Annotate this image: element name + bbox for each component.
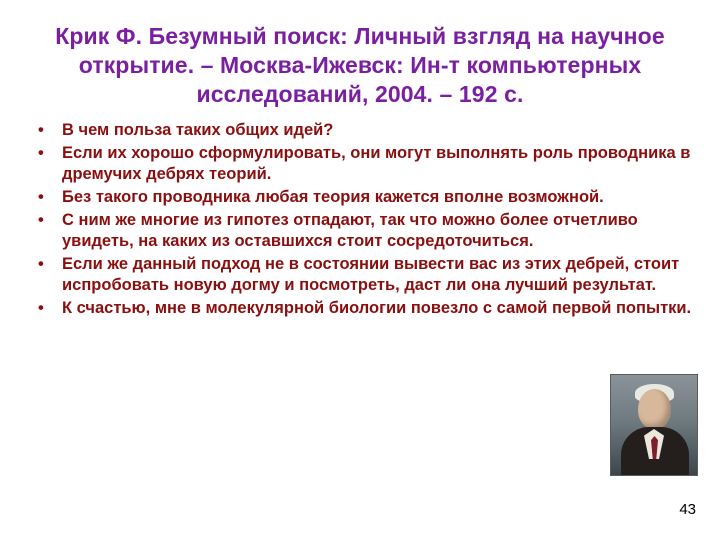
list-item [34,298,694,319]
portrait-photo [610,374,698,476]
list-item [34,187,694,208]
list-item-text: Если же данный подход не в состоянии вывести вас из этих дебрей, стоит испробовать новую догму и посмотреть, даст ли она лучший результат. [62,254,680,294]
bullet-list [34,120,694,321]
list-item [34,254,694,296]
list-item-text: К счастью, мне в молекулярной биологии повезло с самой первой попытки. [62,298,692,317]
list-item [34,120,694,141]
page-number: 43 [679,501,696,518]
page-title: Крик Ф. Безумный поиск: Личный взгляд на научное открытие. – Москва-Ижевск: Ин-т компьютерных исследований, 2004. – 192 с. [55,23,665,108]
bullet-marker-icon: • [38,187,44,206]
portrait-head [638,389,671,429]
bullet-marker-icon: • [38,143,44,162]
list-item-text: Без такого проводника любая теория кажется вполне возможной. [62,187,604,206]
list-item [34,210,694,252]
list-item-text: В чем польза таких общих идей? [62,121,334,139]
list-item-text: С ним же многие из гипотез отпадают, так что можно более отчетливо увидеть, на каких из оставшихся стоит сосредоточиться. [62,210,638,250]
bullet-marker-icon: • [38,210,44,229]
list-item-text: Если их хорошо сформулировать, они могут выполнять роль проводника в дремучих дебрях теорий. [62,143,691,183]
bullet-marker-icon: • [38,298,44,317]
list-item [34,143,694,185]
bullet-marker-icon: • [38,254,44,273]
bullet-marker-icon: • [38,121,44,139]
